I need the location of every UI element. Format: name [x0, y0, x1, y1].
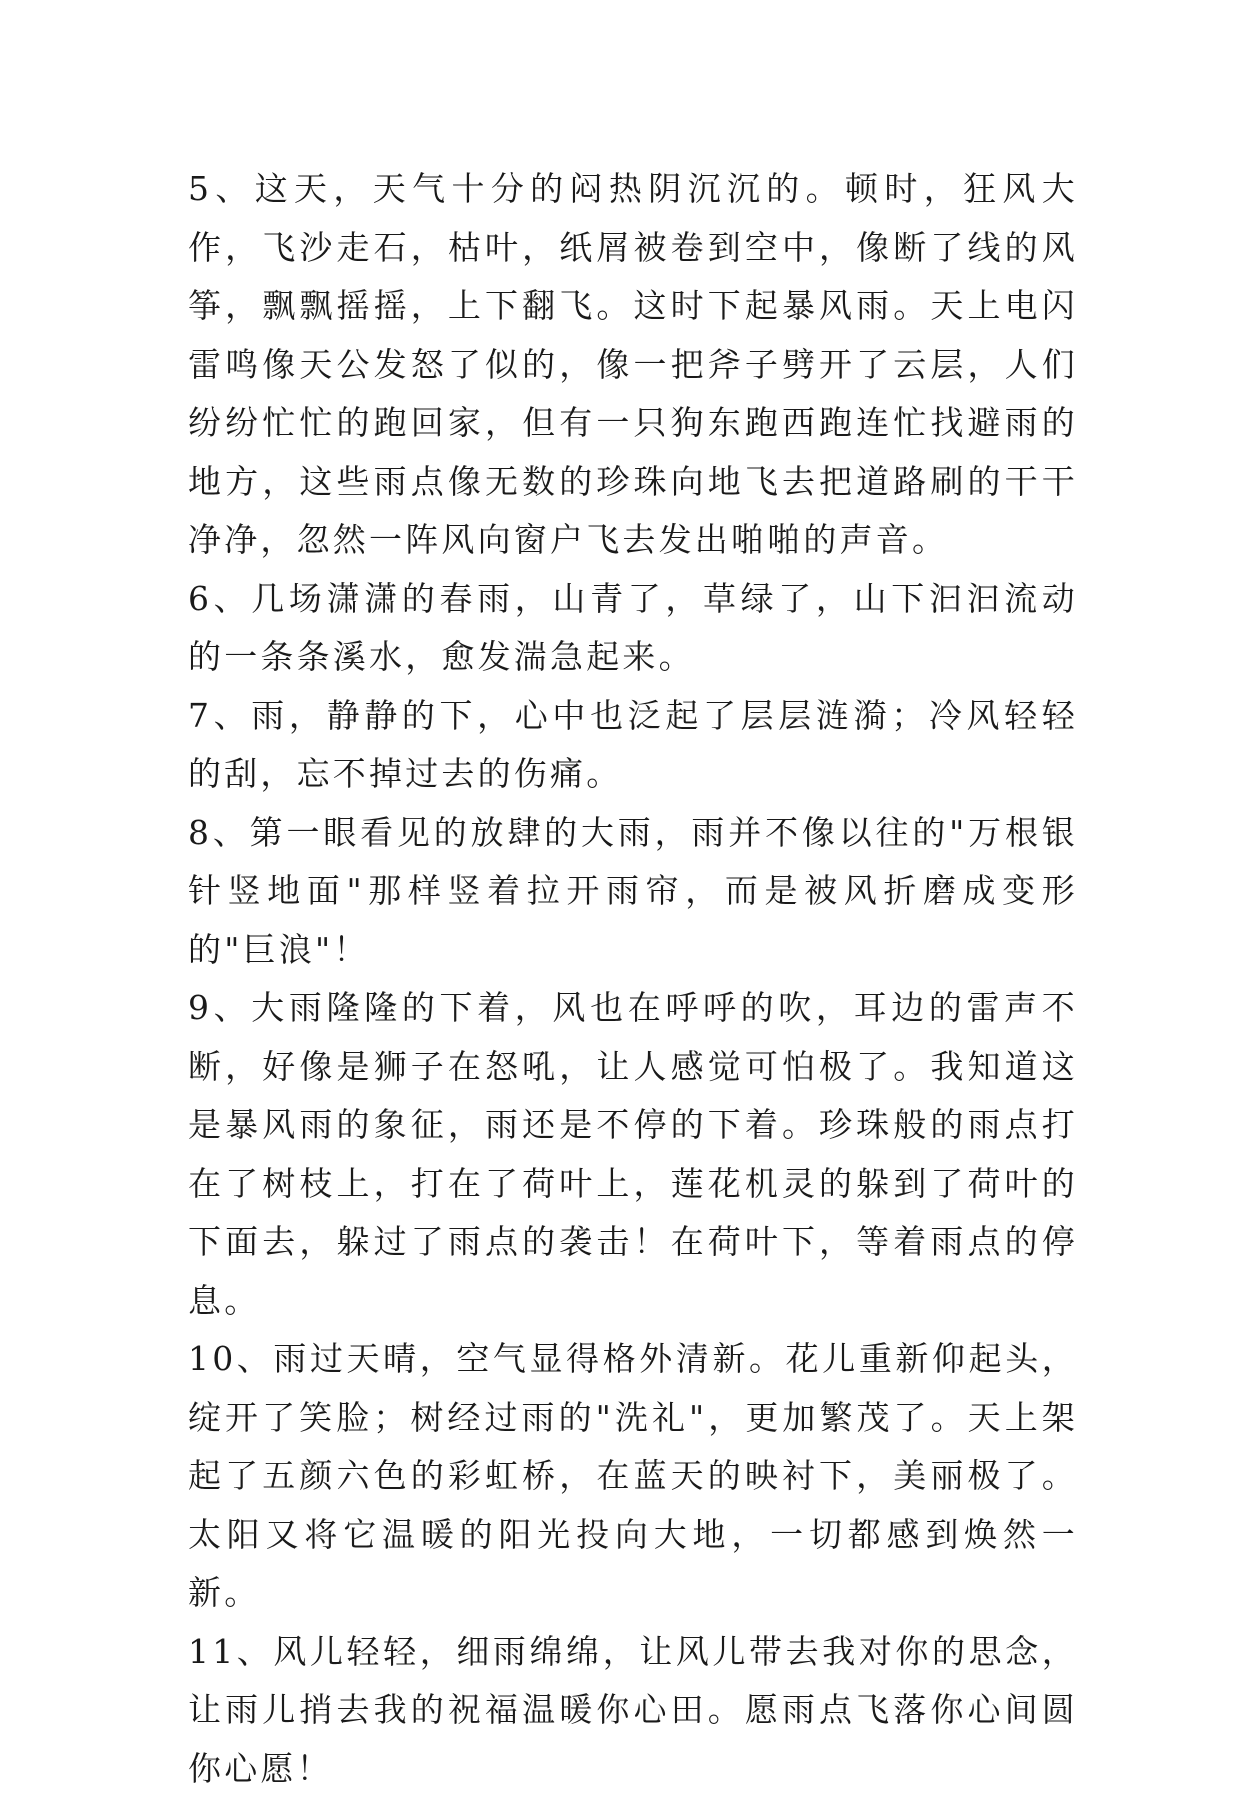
- paragraph-6: 6、几场潇潇的春雨，山青了，草绿了，山下汩汩流动的一条条溪水，愈发湍急起来。: [188, 570, 1078, 687]
- paragraph-11: 11、风儿轻轻，细雨绵绵，让风儿带去我对你的思念，让雨儿捎去我的祝福温暖你心田。愿雨点飞落你心间圆你心愿！: [188, 1623, 1078, 1798]
- paragraph-5: 5、这天，天气十分的闷热阴沉沉的。顿时，狂风大作，飞沙走石，枯叶，纸屑被卷到空中，像断了线的风筝，飘飘摇摇，上下翻飞。这时下起暴风雨。天上电闪雷鸣像天公发怒了似的，像一把斧子劈开了云层，人们纷纷忙忙的跑回家，但有一只狗东跑西跑连忙找避雨的地方，这些雨点像无数的珍珠向地飞去把道路刷的干干净净，忽然一阵风向窗户飞去发出啪啪的声音。: [188, 160, 1078, 570]
- paragraph-9: 9、大雨隆隆的下着，风也在呼呼的吹，耳边的雷声不断，好像是狮子在怒吼，让人感觉可怕极了。我知道这是暴风雨的象征，雨还是不停的下着。珍珠般的雨点打在了树枝上，打在了荷叶上，莲花机灵的躲到了荷叶的下面去，躲过了雨点的袭击！在荷叶下，等着雨点的停息。: [188, 979, 1078, 1330]
- document-body: [188, 160, 1078, 1798]
- paragraph-10: 10、雨过天晴，空气显得格外清新。花儿重新仰起头，绽开了笑脸；树经过雨的"洗礼"，更加繁茂了。天上架起了五颜六色的彩虹桥，在蓝天的映衬下，美丽极了。太阳又将它温暖的阳光投向大地，一切都感到焕然一新。: [188, 1330, 1078, 1623]
- paragraph-8: 8、第一眼看见的放肆的大雨，雨并不像以往的"万根银针竖地面"那样竖着拉开雨帘，而是被风折磨成变形的"巨浪"！: [188, 804, 1078, 980]
- paragraph-7: 7、雨，静静的下，心中也泛起了层层涟漪；冷风轻轻的刮，忘不掉过去的伤痛。: [188, 687, 1078, 804]
